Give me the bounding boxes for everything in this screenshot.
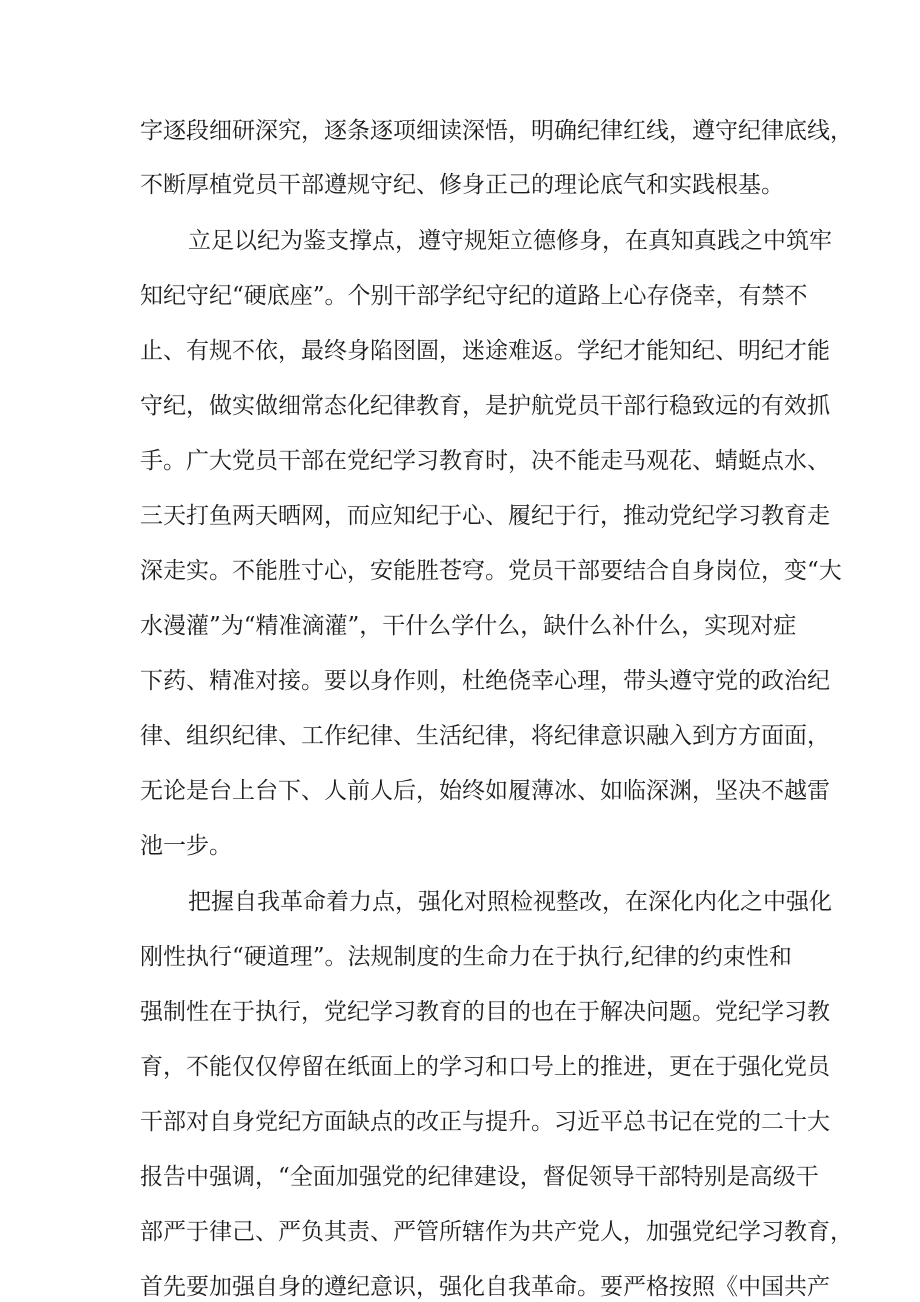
text-line: 水漫灌”为“精准滴灌”，干什么学什么，缺什么补什么，实现对症	[140, 613, 797, 639]
text-line: 下药、精准对接。要以身作则，杜绝侥幸心理，带头遵守党的政治纪	[140, 668, 830, 694]
text-line: 无论是台上台下、人前人后，始终如履薄冰、如临深渊，坚决不越雷	[140, 778, 830, 804]
text-line: 部严于律己、严负其责、严管所辖作为共产党人，加强党纪学习教育，	[140, 1219, 853, 1245]
paragraph-first-line: 立足以纪为鉴支撑点，遵守规矩立德修身，在真知真践之中筑牢	[188, 228, 832, 254]
text-line: 知纪守纪“硬底座”。个别干部学纪守纪的道路上心存侥幸，有禁不	[140, 283, 808, 309]
text-line: 首先要加强自身的遵纪意识，强化自我革命。要严格按照《中国共产	[140, 1274, 830, 1300]
text-line: 干部对自身党纪方面缺点的改正与提升。习近平总书记在党的二十大	[140, 1109, 830, 1135]
text-line: 不断厚植党员干部遵规守纪、修身正己的理论底气和实践根基。	[140, 172, 784, 198]
text-line: 深走实。不能胜寸心，安能胜苍穹。党员干部要结合自身岗位，变“大	[140, 558, 842, 584]
text-line: 刚性执行“硬道理”。法规制度的生命力在于执行,纪律的约束性和	[140, 944, 792, 970]
text-line: 止、有规不依，最终身陷囹圄，迷途难返。学纪才能知纪、明纪才能	[140, 338, 830, 364]
text-line: 三天打鱼两天晒网，而应知纪于心、履纪于行，推动党纪学习教育走	[140, 503, 830, 529]
text-line: 报告中强调，“全面加强党的纪律建设，督促领导干部特别是高级干	[140, 1164, 819, 1190]
text-line: 手。广大党员干部在党纪学习教育时，决不能走马观花、蜻蜓点水、	[140, 448, 830, 474]
text-line: 守纪，做实做细常态化纪律教育，是护航党员干部行稳致远的有效抓	[140, 393, 830, 419]
text-line: 字逐段细研深究，逐条逐项细读深悟，明确纪律红线，遵守纪律底线，	[140, 118, 853, 144]
text-line: 强制性在于执行，党纪学习教育的目的也在于解决问题。党纪学习教	[140, 999, 830, 1025]
text-line: 育，不能仅仅停留在纸面上的学习和口号上的推进，更在于强化党员	[140, 1054, 830, 1080]
text-line: 律、组织纪律、工作纪律、生活纪律，将纪律意识融入到方方面面，	[140, 723, 830, 749]
text-line: 池一步。	[140, 833, 232, 859]
paragraph-first-line: 把握自我革命着力点，强化对照检视整改，在深化内化之中强化	[188, 889, 832, 915]
